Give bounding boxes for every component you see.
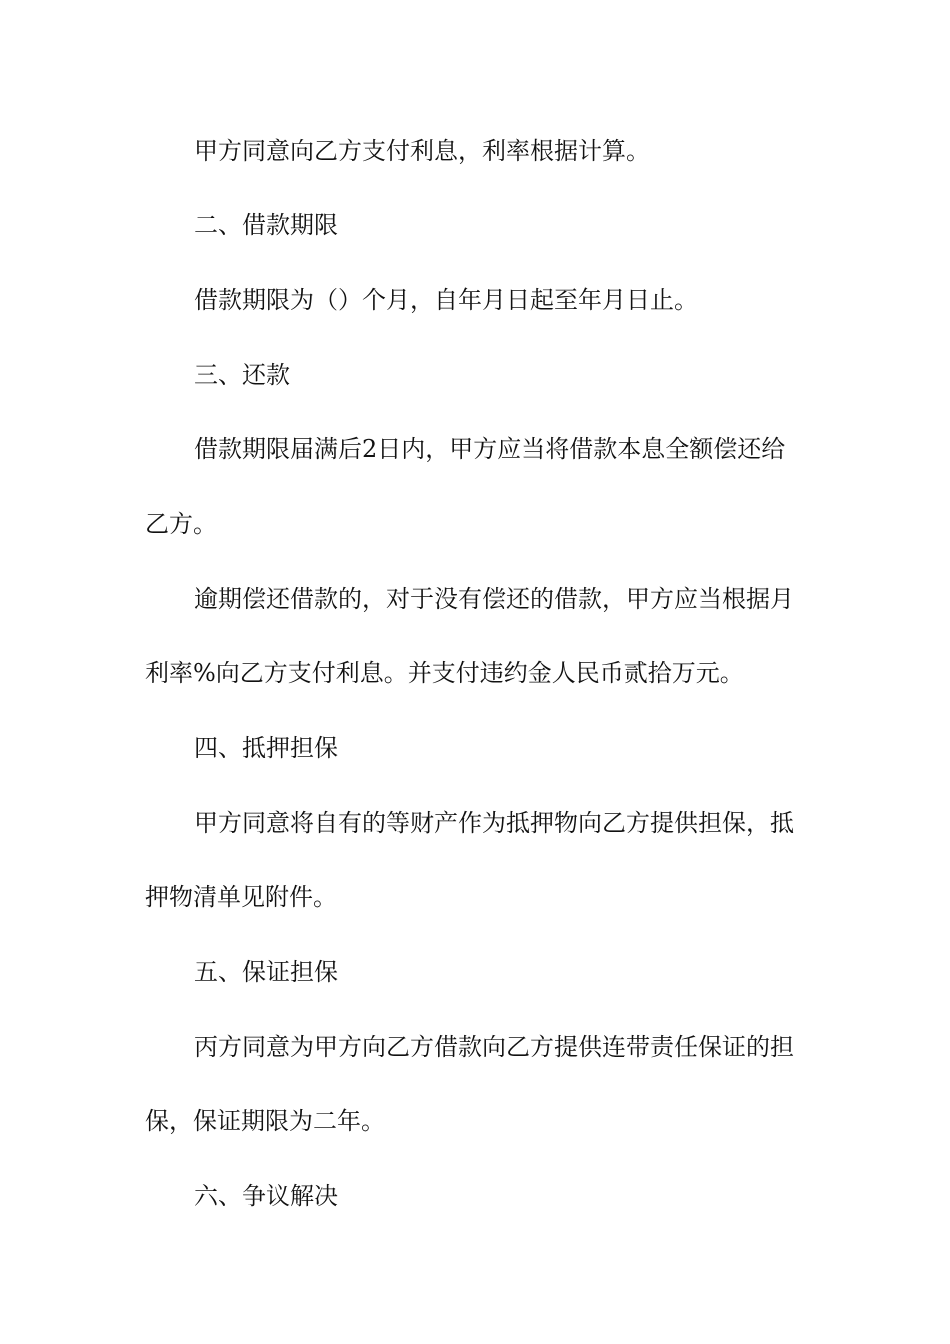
paragraph-overdue-line-2: 利率%向乙方支付利息。并支付违约金人民币贰拾万元。 bbox=[145, 659, 744, 687]
heading-dispute-resolution: 六、争议解决 bbox=[194, 1182, 338, 1210]
paragraph-guarantee-line-2: 保，保证期限为二年。 bbox=[145, 1107, 385, 1135]
heading-loan-term: 二、借款期限 bbox=[194, 211, 338, 239]
heading-repayment: 三、还款 bbox=[194, 361, 290, 389]
paragraph-repayment-line-2: 乙方。 bbox=[145, 510, 217, 538]
paragraph-loan-term: 借款期限为（）个月，自年月日起至年月日止。 bbox=[194, 286, 698, 314]
heading-guarantee: 五、保证担保 bbox=[194, 958, 338, 986]
paragraph-overdue-line-1: 逾期偿还借款的，对于没有偿还的借款，甲方应当根据月 bbox=[194, 585, 794, 613]
paragraph-interest: 甲方同意向乙方支付利息，利率根据计算。 bbox=[194, 137, 650, 165]
paragraph-mortgage-line-1: 甲方同意将自有的等财产作为抵押物向乙方提供担保，抵 bbox=[194, 809, 794, 837]
paragraph-repayment-line-1: 借款期限届满后2日内，甲方应当将借款本息全额偿还给 bbox=[194, 435, 786, 463]
heading-mortgage: 四、抵押担保 bbox=[194, 734, 338, 762]
paragraph-guarantee-line-1: 丙方同意为甲方向乙方借款向乙方提供连带责任保证的担 bbox=[194, 1033, 794, 1061]
paragraph-mortgage-line-2: 押物清单见附件。 bbox=[145, 883, 337, 911]
